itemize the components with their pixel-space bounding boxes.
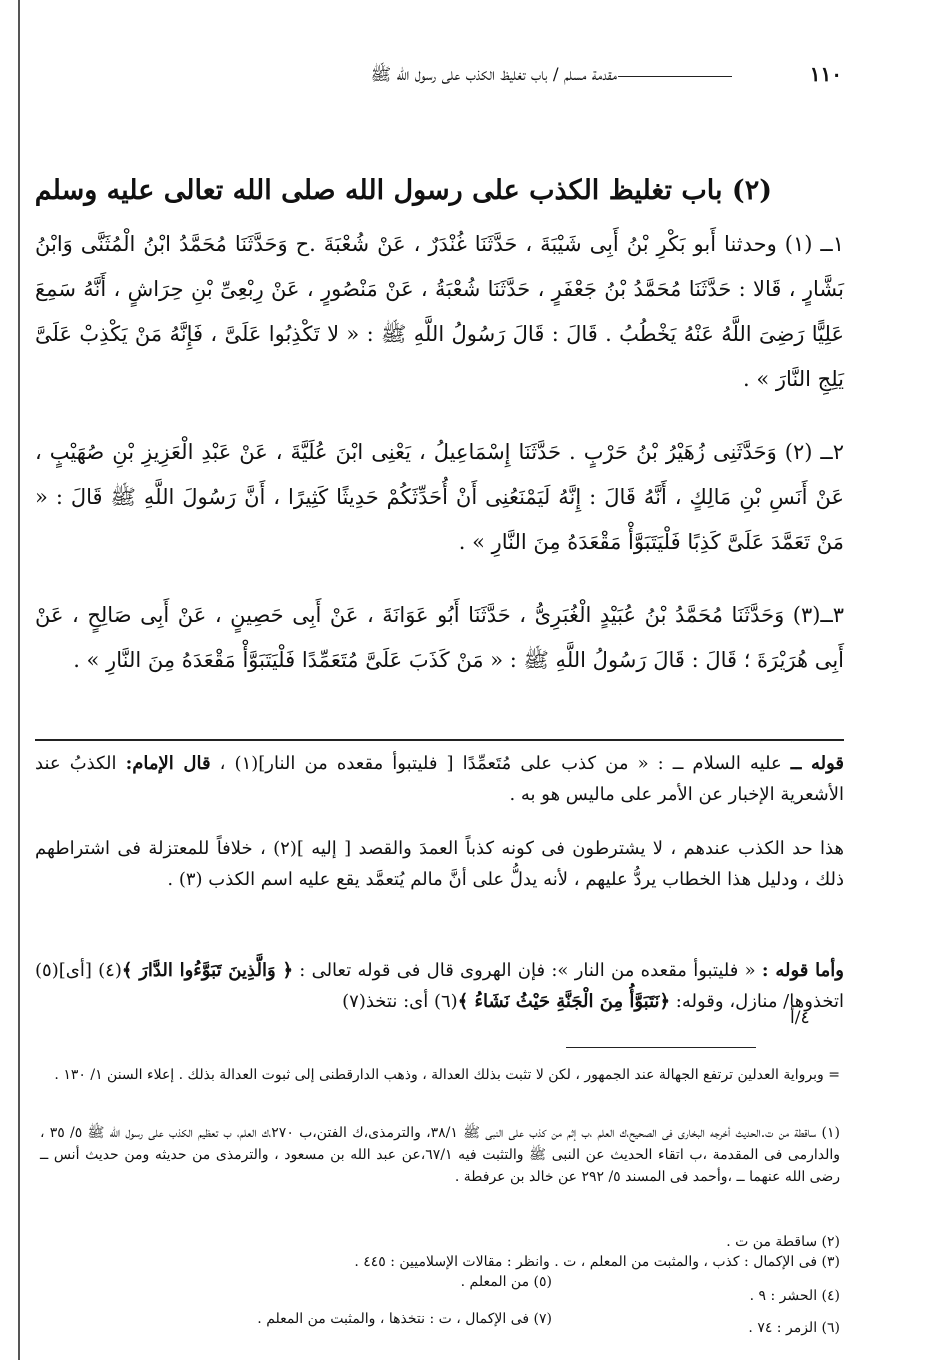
hadith-1: ١ــ (١) وحدثنا أَبو بَكْرِ بْنُ أَبِى شَيْبَةَ ، حَدَّثَنَا غُنْدَرٌ ، عَنْ شُعْبَةَ .ح وَحَدَّثَنَا مُحَمَّدُ ابْنُ الْمُثَنَّى وَابْنُ بَشَّارٍ ، قَالا : حَدَّثَنَا مُحَمَّدُ بْنُ جَعْفَرٍ ، حَدَّثَنَا شُعْبَةُ ، عَنْ مَنْصُورٍ ، عَنْ رِبْعِىِّ بْنِ حِرَاشٍ ، أَنَّهُ سَمِعَ عَلِيًّا رَضِىَ اللَّهُ عَنْهُ يَخْطُبُ . قَالَ : قَالَ رَسُولُ اللَّهِ ﷺ : « لا تَكْذِبُوا عَلَىَّ ، فَإِنَّهُ مَنْ يَكْذِبْ عَلَىَّ يَلِجِ النَّارَ » . xyxy=(35,232,844,391)
footnote-3: (٣) فى الإكمال : كذب ، والمثبت من المعلم ، ت . وانظر : مقالات الإسلاميين : ٤٤٥ . xyxy=(354,1254,840,1270)
footnote-1: (١) ساقطة من ت.الحديث أخرجه البخارى فى الصحيح،ك العلم ،ب إثم من كذب على النبى ﷺ ٣٨/١، والترمذى،ك الفتن،ب ٢٧٠،ك العلم، ب تعظيم الكذب على رسول الله ﷺ ٥/ ٣٥ ، والدارمى فى المقدمة ،ب اتقاء الحديث عن النبى ﷺ والتثبت فيه ٦٧/١،عن عبد الله بن مسعود ، والترمذى من حديثه ومن حديث أنس ــ رضى الله عنهما ــ ،وأحمد فى المسند ٥/ ٢٩٢ عن خالد بن عرفطة . xyxy=(40,1125,841,1185)
hadith-3: ٣ــ(٣) وَحَدَّثَنَا مُحَمَّدُ بْنُ عُبَيْدٍ الْغُبَرِىُّ ، حَدَّثَنَا أَبُو عَوَانَةَ ، عَنْ أَبِى حَصِينٍ ، عَنْ أَبِى صَالِحٍ ، عَنْ أَبِى هُرَيْرَةَ ؛ قَالَ : قَالَ رَسُولُ اللَّهِ ﷺ : « مَنْ كَذَبَ عَلَىَّ مُتَعَمِّدًا فَلْيَتَبَوَّأْ مَقْعَدَهُ مِنَ النَّارِ » . xyxy=(35,603,844,672)
footnote-2: (٢) ساقطة من ت . xyxy=(726,1234,840,1250)
quran-quote-2: ﴿نَتَبَوَّأُ مِنَ الْجَنَّةِ حَيْثُ نَشَاءُ ﴾ xyxy=(457,991,671,1012)
hadith-2: ٢ــ (٢) وَحَدَّثَنِى زُهَيْرُ بْنُ حَرْبٍ . حَدَّثَنَا إِسْمَاعِيلُ ، يَعْنِى ابْنَ عُلَيَّةَ ، عَنْ عَبْدِ الْعَزِيزِ بْنِ صُهَيْبٍ ، عَنْ أَنَسِ بْنِ مَالِكٍ ، أَنَّهُ قَالَ : إِنَّهُ لَيَمْنَعُنِى أَنْ أُحَدِّثَكُمْ حَدِيثًا كَثِيرًا ، أَنَّ رَسُولَ اللَّهِ ﷺ قَالَ : « مَنْ تَعَمَّدَ عَلَىَّ كَذِبًا فَلْيَتَبَوَّأْ مَقْعَدَهُ مِنَ النَّارِ » . xyxy=(35,440,844,554)
page-header xyxy=(40,60,842,90)
commentary-lead: قوله ــ xyxy=(790,753,845,774)
footnote-5: (٥) من المعلم . xyxy=(460,1274,552,1290)
page-spine-edge xyxy=(18,0,20,1360)
page-number: ١١٠ xyxy=(809,62,842,86)
manuscript-folio-marker: ٤/أ xyxy=(790,1008,810,1028)
commentary-paragraph-2: هذا حد الكذب عندهم ، لا يشترطون فى كونه كذباً العمدَ والقصد [ إليه ](٢) ، خلافاً للمعتزلة فى اشتراطهم ذلك ، ودليل هذا الخطاب يردُّ عليهم ، لأنه يدلُّ على أنَّ مالم يُتعمَّد يقع عليه اسم الكذب (٣) . xyxy=(35,838,844,890)
commentary-paragraph-3 xyxy=(35,955,844,1017)
commentary-imam-label: قال الإمام: xyxy=(125,753,211,774)
commentary-text-end: (٦) أى: نتخذ(٧) xyxy=(342,991,458,1012)
commentary-definition: الكذبُ عند الأشعرية الإخبار عن الأمر على ماليس هو به . xyxy=(35,753,844,805)
footnote-continuation: = وبرواية العدلين ترتفع الجهالة عند الجمهور ، لكن لا تثبت بذلك العدالة ، وذهب الدارقطنى إلى ثبوت العدالة بذلك . إعلاء السنن ١/ ١٣٠ . xyxy=(54,1067,840,1083)
commentary-paragraph-1 xyxy=(35,748,844,810)
header-rule xyxy=(618,76,732,77)
commentary-lead-2: وأما قوله : xyxy=(761,960,844,981)
chapter-title: (٢) باب تغليظ الكذب على رسول الله صلى الله تعالى عليه وسلم xyxy=(34,175,772,206)
footnote-6: (٦) الزمر : ٧٤ . xyxy=(748,1320,840,1336)
running-title: مقدمة مسلم / باب تغليظ الكذب على رسول الله ﷺ xyxy=(370,65,617,85)
commentary-text-mid: (٤) [أى](٥) اتخذوها/ منازل، وقوله: xyxy=(35,960,844,1012)
footnote-7: (٧) فى الإكمال ، ت : نتخذها ، والمثبت من المعلم . xyxy=(257,1311,552,1327)
commentary-quote: عليه السلام ــ : « من كذب على مُتَعمِّدًا [ فليتبوأ مقعده من النار](١) ، xyxy=(210,753,791,774)
footnote-separator xyxy=(566,1047,756,1048)
footnote-4: (٤) الحشر : ٩ . xyxy=(749,1288,840,1304)
commentary-text: « فليتبوأ مقعده من النار »: فإن الهروى قال فى قوله تعالى : xyxy=(293,960,762,981)
text-commentary-separator xyxy=(35,739,844,741)
quran-quote-1: ﴿ وَالَّذِينَ تَبَوَّءُوا الدَّارَ ﴾ xyxy=(121,960,293,981)
